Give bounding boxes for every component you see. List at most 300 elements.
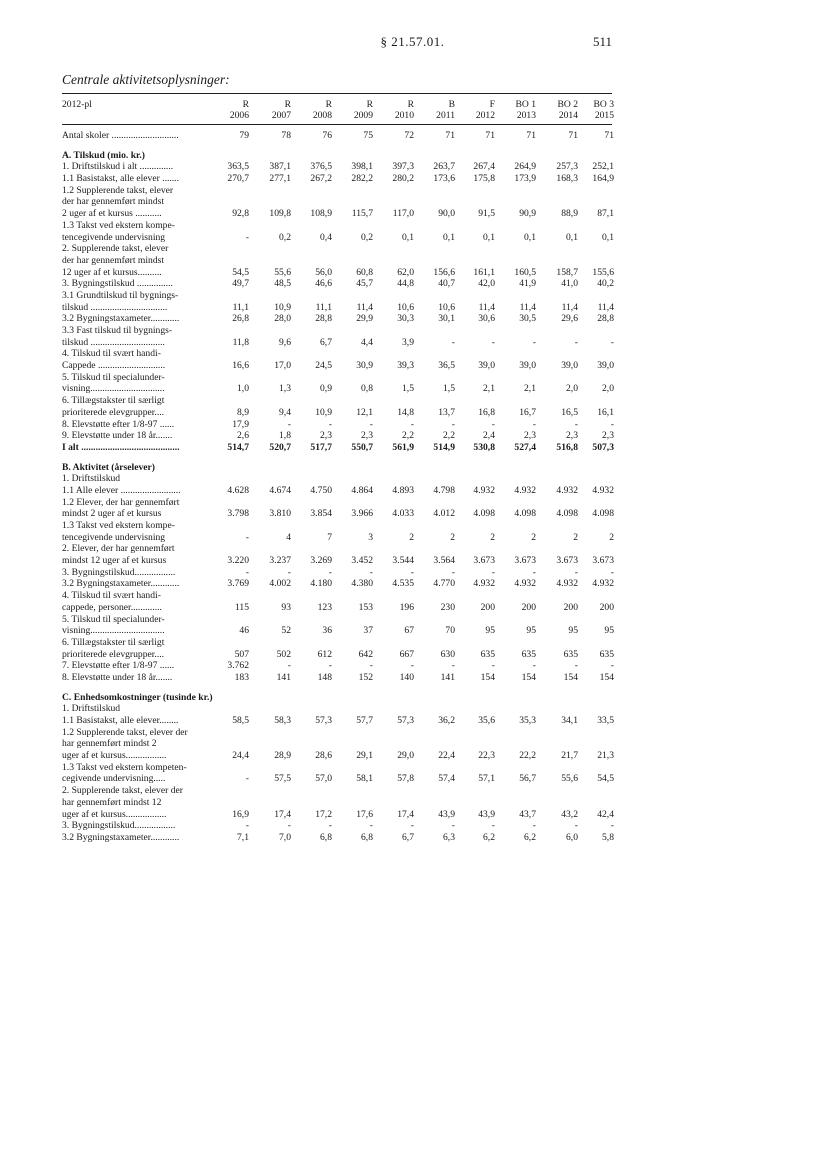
cell-2015: 155,6 (592, 266, 614, 278)
row-label: 3.2 Bygningstaxameter............ (62, 313, 180, 325)
cell-2007: 58,3 (274, 715, 291, 726)
cell-2009: 57,7 (356, 715, 373, 726)
cell-2006: 2,6 (237, 430, 249, 442)
cell-2012: 91,5 (478, 208, 495, 220)
cell-2011: - (451, 820, 455, 832)
activity-table (62, 99, 612, 844)
row-label: Antal skoler ............................ (62, 130, 179, 141)
cell-2013: 16,7 (519, 406, 536, 418)
cell-2008: 108,9 (310, 208, 332, 220)
table-row (62, 485, 612, 497)
cell-2009: 2,3 (361, 430, 373, 442)
column-year-7: 2012 (475, 110, 495, 121)
cell-2015: 87,1 (597, 208, 614, 220)
cell-2006: 507 (234, 648, 249, 660)
cell-2007: 109,8 (269, 208, 291, 220)
section-heading: A. Tilskud (mio. kr.) (62, 149, 145, 161)
table-row (62, 614, 612, 626)
cell-2015: 5,8 (602, 831, 614, 843)
row-label: 4. Tilskud til svært handi- (62, 348, 161, 360)
cell-2011: - (451, 566, 455, 578)
cell-2012: 200 (480, 601, 495, 613)
cell-2012: 30,6 (478, 313, 495, 325)
table-row (62, 255, 612, 267)
cell-2009: - (369, 660, 373, 672)
cell-2010: 4.893 (392, 484, 414, 496)
cell-2009: 45,7 (356, 278, 373, 290)
cell-2015: 40,2 (597, 278, 614, 290)
cell-2014: 257,3 (556, 161, 578, 173)
cell-2011: 70 (445, 625, 455, 637)
cell-2010: 140 (399, 671, 414, 683)
cell-2012: - (491, 566, 495, 578)
cell-2013: 4.932 (514, 578, 536, 590)
cell-2012: 635 (480, 648, 495, 660)
cell-2011: 90,0 (438, 208, 455, 220)
cell-2009: 6,8 (361, 831, 373, 843)
cell-2012: 16,8 (478, 406, 495, 418)
cell-2009: 4.864 (351, 484, 373, 496)
cell-2014: 11,4 (561, 301, 578, 313)
section-heading-row (62, 462, 612, 474)
cell-2013: 41,9 (519, 278, 536, 290)
cell-2010: 67 (404, 625, 414, 637)
cell-2009: 12,1 (356, 406, 373, 418)
cell-2012: 57,1 (478, 773, 495, 785)
row-label: Cappede ............................ (62, 360, 166, 372)
table-row (62, 602, 612, 614)
table-row (62, 337, 612, 349)
cell-2015: 4.932 (592, 578, 614, 590)
cell-2010: 2,2 (402, 430, 414, 442)
row-label: 9. Elevstøtte under 18 år....... (62, 430, 173, 442)
cell-2011: 30,1 (438, 313, 455, 325)
section-spacer (62, 142, 612, 150)
table-row (62, 313, 612, 325)
row-label: har gennemført mindst 2 (62, 738, 157, 750)
cell-2013: 11,4 (519, 301, 536, 313)
cell-2006: 92,8 (232, 208, 249, 220)
cell-2014: 2,0 (566, 383, 578, 395)
section-spacer (62, 684, 612, 692)
cell-2011: 0,1 (443, 231, 455, 243)
row-label: I alt ......................................... (62, 441, 180, 453)
cell-2008: 3.269 (310, 555, 332, 567)
row-label: der har gennemført mindst (62, 196, 165, 208)
cell-2009: 398,1 (351, 161, 373, 173)
cell-2014: 95 (568, 625, 578, 637)
table-row (62, 302, 612, 314)
cell-2006: 3.762 (227, 660, 249, 672)
cell-2013: 154 (521, 671, 536, 683)
table-row (62, 185, 612, 197)
cell-2006: 11,8 (232, 336, 249, 348)
table-row (62, 360, 612, 372)
cell-2006: 183 (234, 671, 249, 683)
cell-2013: 6,2 (524, 831, 536, 843)
table-row (62, 243, 612, 255)
cell-2013: 56,7 (519, 773, 536, 785)
table-row (62, 383, 612, 395)
cell-2010: 1,5 (402, 383, 414, 395)
column-type-9: BO 2 (557, 99, 578, 110)
row-label: 5. Tilskud til specialunder- (62, 613, 165, 625)
table-row (62, 290, 612, 302)
table-row (62, 762, 612, 774)
table-row (62, 820, 612, 832)
section-spacer (62, 454, 612, 462)
table-row (62, 267, 612, 279)
cell-2012: 0,1 (483, 231, 495, 243)
cell-2012: 530,8 (473, 441, 495, 453)
cell-2010: 4.535 (392, 578, 414, 590)
cell-2010: - (410, 566, 414, 578)
table-row (62, 520, 612, 532)
cell-2009: 4,4 (361, 336, 373, 348)
cell-2008: 148 (317, 671, 332, 683)
cell-2007: 17,4 (274, 808, 291, 820)
cell-2014: 2,3 (566, 430, 578, 442)
cell-2008: 11,1 (315, 301, 332, 313)
cell-2007: 17,0 (274, 360, 291, 372)
cell-2008: 4.180 (310, 578, 332, 590)
cell-2009: 58,1 (356, 773, 373, 785)
table-row (62, 809, 612, 821)
table-row (62, 578, 612, 590)
cell-2006: 3.769 (227, 578, 249, 590)
row-label: prioriterede elevgrupper.... (62, 648, 165, 660)
cell-2011: 6,3 (443, 831, 455, 843)
cell-2013: 173,9 (514, 173, 536, 185)
cell-2014: 34,1 (561, 715, 578, 726)
table-row (62, 773, 612, 785)
cell-2007: 387,1 (269, 161, 291, 173)
cell-2015: 33,5 (597, 715, 614, 726)
section-heading-row (62, 692, 612, 704)
table-body (62, 130, 612, 844)
cell-2013: 3.673 (514, 555, 536, 567)
cell-2013: - (532, 336, 536, 348)
cell-2007: 0,2 (279, 231, 291, 243)
column-type-1: R (242, 99, 249, 110)
column-year-5: 2010 (394, 110, 414, 121)
cell-2010: 117,0 (392, 208, 414, 220)
cell-2007: 141 (276, 671, 291, 683)
cell-2011: 10,6 (438, 301, 455, 313)
cell-2009: - (369, 566, 373, 578)
page-number: 511 (592, 34, 612, 49)
table-row (62, 738, 612, 750)
cell-2010: 29,0 (397, 750, 414, 762)
cell-2006: 3.798 (227, 508, 249, 520)
cell-2006: 514,7 (227, 441, 249, 453)
cell-2010: 280,2 (392, 173, 414, 185)
total-row (62, 442, 612, 454)
column-year-2: 2007 (271, 110, 291, 121)
cell-2007: 502 (276, 648, 291, 660)
table-row (62, 430, 612, 442)
cell-2010: 667 (399, 648, 414, 660)
cell-2011: - (451, 660, 455, 672)
cell-2012: 39,0 (478, 360, 495, 372)
cell-2010: 39,3 (397, 360, 414, 372)
cell-2013: 71 (526, 130, 536, 141)
row-label: 5. Tilskud til specialunder- (62, 371, 165, 383)
cell-2007: 520,7 (269, 441, 291, 453)
cell-2011: 630 (440, 648, 455, 660)
cell-2010: 6,7 (402, 831, 414, 843)
table-row (62, 555, 612, 567)
table-row (62, 220, 612, 232)
table-row (62, 208, 612, 220)
cell-2012: - (491, 336, 495, 348)
cell-2008: 3.854 (310, 508, 332, 520)
row-label: mindst 2 uger af et kursus (62, 508, 162, 520)
column-year-3: 2008 (312, 110, 332, 121)
table-row (62, 750, 612, 762)
row-label: 1.3 Takst ved ekstern kompe- (62, 520, 175, 531)
cell-2007: 9,6 (279, 336, 291, 348)
cell-2015: 39,0 (597, 360, 614, 372)
cell-2006: 8,9 (237, 406, 249, 418)
section-reference: § 21.57.01. (380, 34, 445, 49)
table-row (62, 625, 612, 637)
cell-2007: 57,5 (274, 773, 291, 785)
row-label: uger af et kursus................. (62, 750, 167, 762)
cell-2008: 376,5 (310, 161, 332, 173)
cell-2007: 277,1 (269, 173, 291, 185)
table-row (62, 590, 612, 602)
row-label: 3.3 Fast tilskud til bygnings- (62, 325, 173, 336)
cell-2008: - (328, 660, 332, 672)
table-row (62, 325, 612, 337)
cell-2006: - (245, 773, 249, 785)
cell-2011: 36,5 (438, 360, 455, 372)
row-label: 2. Supplerende takst, elever der (62, 785, 183, 797)
row-label: tilskud ................................ (62, 301, 168, 313)
table-row (62, 419, 612, 431)
cell-2009: 0,8 (361, 383, 373, 395)
row-label: 6. Tillægstakster til særligt (62, 636, 165, 648)
cell-2015: 4.932 (592, 484, 614, 496)
cell-2015: 28,8 (597, 313, 614, 325)
row-label: 2. Elever, der har gennemført (62, 543, 175, 555)
cell-2010: 62,0 (397, 266, 414, 278)
column-type-10: BO 3 (593, 99, 614, 110)
cell-2014: 158,7 (556, 266, 578, 278)
cell-2009: 3.452 (351, 555, 373, 567)
cell-2007: 4 (286, 531, 291, 543)
cell-2015: 4.098 (592, 508, 614, 520)
cell-2009: - (369, 418, 373, 430)
cell-2007: 52 (281, 625, 291, 637)
cell-2010: 17,4 (397, 808, 414, 820)
cell-2013: 160,5 (514, 266, 536, 278)
cell-2015: 11,4 (597, 301, 614, 313)
cell-2015: 42,4 (597, 808, 614, 820)
cell-2008: 46,6 (315, 278, 332, 290)
cell-2015: 252,1 (592, 161, 614, 173)
row-label: uger af et kursus................. (62, 808, 167, 820)
table-row (62, 278, 612, 290)
cell-2013: 43,7 (519, 808, 536, 820)
cell-2007: 1,8 (279, 430, 291, 442)
cell-2015: - (610, 566, 614, 578)
cell-2006: 270,7 (227, 173, 249, 185)
table-row (62, 672, 612, 684)
row-label: 8. Elevstøtte under 18 år....... (62, 671, 173, 683)
cell-2013: 2,3 (524, 430, 536, 442)
cell-2012: 22,3 (478, 750, 495, 762)
cell-2014: 4.932 (556, 484, 578, 496)
cell-2011: 263,7 (433, 161, 455, 173)
cell-2014: 16,5 (561, 406, 578, 418)
cell-2014: - (574, 418, 578, 430)
cell-2008: 56,0 (315, 266, 332, 278)
cell-2014: 39,0 (561, 360, 578, 372)
cell-2011: 3.564 (433, 555, 455, 567)
table-top-rule (62, 93, 612, 94)
cell-2013: 4.098 (514, 508, 536, 520)
cell-2010: 196 (399, 601, 414, 613)
cell-2014: 29,6 (561, 313, 578, 325)
cell-2011: 2,2 (443, 430, 455, 442)
cell-2007: 4.674 (269, 484, 291, 496)
table-row (62, 715, 612, 727)
cell-2007: 93 (281, 601, 291, 613)
row-label: 2. Supplerende takst, elever (62, 243, 169, 255)
cell-2007: - (287, 660, 291, 672)
cell-2014: 71 (568, 130, 578, 141)
column-year-1: 2006 (229, 110, 249, 121)
row-label: 1.3 Takst ved ekstern kompeten- (62, 761, 187, 773)
cell-2010: - (410, 660, 414, 672)
cell-2006: 4.628 (227, 484, 249, 496)
cell-2006: 79 (239, 130, 249, 141)
cell-2008: 6,8 (320, 831, 332, 843)
cell-2010: 57,3 (397, 715, 414, 726)
cell-2008: 4.750 (310, 484, 332, 496)
cell-2013: 90,9 (519, 208, 536, 220)
cell-2006: 1,0 (237, 383, 249, 395)
cell-2015: 21,3 (597, 750, 614, 762)
cell-2013: 200 (521, 601, 536, 613)
cell-2008: 2,3 (320, 430, 332, 442)
cell-2015: 95 (604, 625, 614, 637)
cell-2010: 14,8 (397, 406, 414, 418)
cell-2014: 3.673 (556, 555, 578, 567)
cell-2012: - (491, 660, 495, 672)
row-label: 7. Elevstøtte efter 1/8-97 ...... (62, 660, 175, 672)
cell-2012: 161,1 (473, 266, 495, 278)
row-label: prioriterede elevgrupper.... (62, 406, 165, 418)
cell-2013: - (532, 566, 536, 578)
cell-2013: 30,5 (519, 313, 536, 325)
row-label: 6. Tillægstakster til særligt (62, 395, 165, 407)
cell-2009: 29,9 (356, 313, 373, 325)
cell-2006: 11,1 (232, 301, 249, 313)
column-type-7: F (489, 99, 495, 110)
cell-2011: 4.798 (433, 484, 455, 496)
table-row (62, 727, 612, 739)
cell-2012: 267,4 (473, 161, 495, 173)
cell-2006: 3.220 (227, 555, 249, 567)
table-row (62, 649, 612, 661)
cell-2011: 514,9 (433, 441, 455, 453)
cell-2015: - (610, 820, 614, 832)
row-label: visning............................... (62, 383, 165, 395)
cell-2007: 10,9 (274, 301, 291, 313)
cell-2011: 40,7 (438, 278, 455, 290)
row-label: 1. Driftstilskud (62, 703, 121, 715)
cell-2010: - (410, 820, 414, 832)
table-row (62, 407, 612, 419)
cell-2010: 57,8 (397, 773, 414, 785)
cell-2008: 123 (317, 601, 332, 613)
cell-2006: 7,1 (237, 831, 249, 843)
cell-2015: 200 (599, 601, 614, 613)
row-label: har gennemført mindst 12 (62, 796, 162, 808)
row-label: 1.3 Takst ved ekstern kompe- (62, 219, 175, 231)
cell-2006: 24,4 (232, 750, 249, 762)
cell-2015: 154 (599, 671, 614, 683)
row-label: 1.1 Alle elever ......................... (62, 484, 181, 496)
cell-2011: 4.770 (433, 578, 455, 590)
cell-2015: 2,3 (602, 430, 614, 442)
cell-2008: 0,4 (320, 231, 332, 243)
cell-2012: 4.932 (473, 484, 495, 496)
cell-2014: - (574, 660, 578, 672)
cell-2009: 3.966 (351, 508, 373, 520)
table-row (62, 497, 612, 509)
cell-2014: 55,6 (561, 773, 578, 785)
cell-2014: 154 (563, 671, 578, 683)
column-year-6: 2011 (436, 110, 455, 121)
cell-2015: 507,3 (592, 441, 614, 453)
column-year-9: 2014 (558, 110, 578, 121)
column-year-8: 2013 (516, 110, 536, 121)
cell-2009: 0,2 (361, 231, 373, 243)
row-label: 3.2 Bygningstaxameter............ (62, 831, 180, 843)
table-row (62, 161, 612, 173)
cell-2011: 2 (450, 531, 455, 543)
row-label: 3. Bygningstilskud................. (62, 566, 176, 578)
table-row (62, 232, 612, 244)
table-row (62, 130, 612, 142)
cell-2008: 57,3 (315, 715, 332, 726)
table-row (62, 196, 612, 208)
table-row (62, 703, 612, 715)
cell-2012: - (491, 418, 495, 430)
cell-2014: 168,3 (556, 173, 578, 185)
cell-2013: - (532, 418, 536, 430)
cell-2012: 71 (485, 130, 495, 141)
cell-2009: 3 (368, 531, 373, 543)
cell-2012: 4.098 (473, 508, 495, 520)
cell-2012: 2,1 (483, 383, 495, 395)
cell-2009: 60,8 (356, 266, 373, 278)
cell-2012: 11,4 (478, 301, 495, 313)
cell-2009: 30,9 (356, 360, 373, 372)
cell-2007: 3.810 (269, 508, 291, 520)
cell-2013: 95 (526, 625, 536, 637)
cell-2006: 363,5 (227, 161, 249, 173)
cell-2015: - (610, 336, 614, 348)
cell-2014: - (574, 566, 578, 578)
row-label: 8. Elevstøtte efter 1/8-97 ...... (62, 418, 175, 430)
cell-2007: - (287, 820, 291, 832)
cell-2008: 36 (322, 625, 332, 637)
